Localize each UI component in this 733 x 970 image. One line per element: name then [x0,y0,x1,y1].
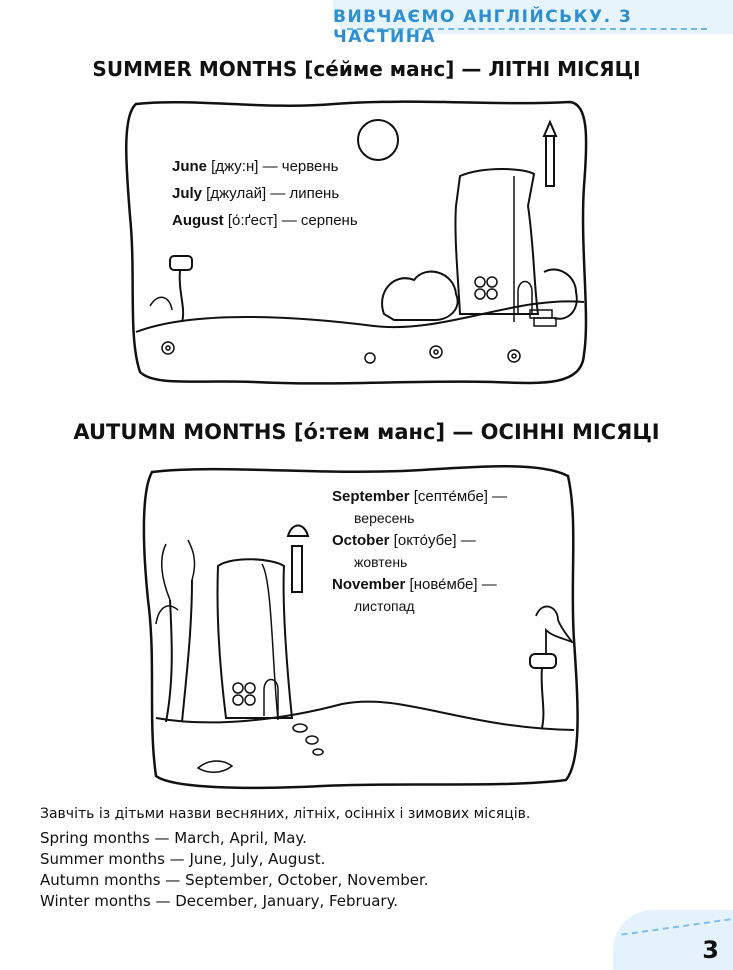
footer-intro: Завчіть із дітьми назви весняних, літніх, осінніх і зимових місяців. [40,806,531,822]
month-october [332,532,476,549]
corner-dashed-line [621,918,730,935]
month-ipa: [окто́убе] — [389,532,476,549]
banner-title: ВИВЧАЄМО АНГЛІЙСЬКУ. 3 ЧАСТИНА [333,7,633,47]
month-en: October [332,532,390,549]
month-ipa: [джу:н] — червень [207,158,339,175]
month-ipa: [септе́мбе] — [409,488,508,505]
month-en: June [172,158,208,175]
page-number: 3 [702,936,719,964]
month-en: September [332,488,410,505]
month-en: August [172,212,224,229]
month-september [332,488,507,505]
month-july [172,185,339,202]
autumn-illustration [122,460,582,792]
month-june [172,158,339,175]
autumn-scene [122,460,582,792]
month-september-ua: вересень [354,510,415,526]
month-ipa: [нове́мбе] — [405,576,497,593]
autumn-heading: AUTUMN MONTHS [о́:тем манс] — ОСІННІ МІСЯЦІ [73,420,660,444]
month-en: July [172,185,203,202]
footer-line-winter: Winter months — December, January, February. [40,892,399,910]
month-ipa: [о́:ґест] — серпень [223,212,358,229]
month-november-ua: листопад [354,598,415,614]
footer-line-spring: Spring months — March, April, May. [40,829,307,847]
summer-illustration [114,96,598,390]
summer-heading: SUMMER MONTHS [се́йме манс] — ЛІТНІ МІСЯЦІ [92,57,641,81]
month-en: November [332,576,406,593]
month-ipa: [джулай] — липень [202,185,340,202]
month-november [332,576,497,593]
header-banner [333,0,733,47]
summer-scene [114,96,598,390]
month-october-ua: жовтень [354,554,408,570]
footer-line-summer: Summer months — June, July, August. [40,850,326,868]
footer-line-autumn: Autumn months — September, October, November. [40,871,429,889]
month-august [172,212,358,229]
